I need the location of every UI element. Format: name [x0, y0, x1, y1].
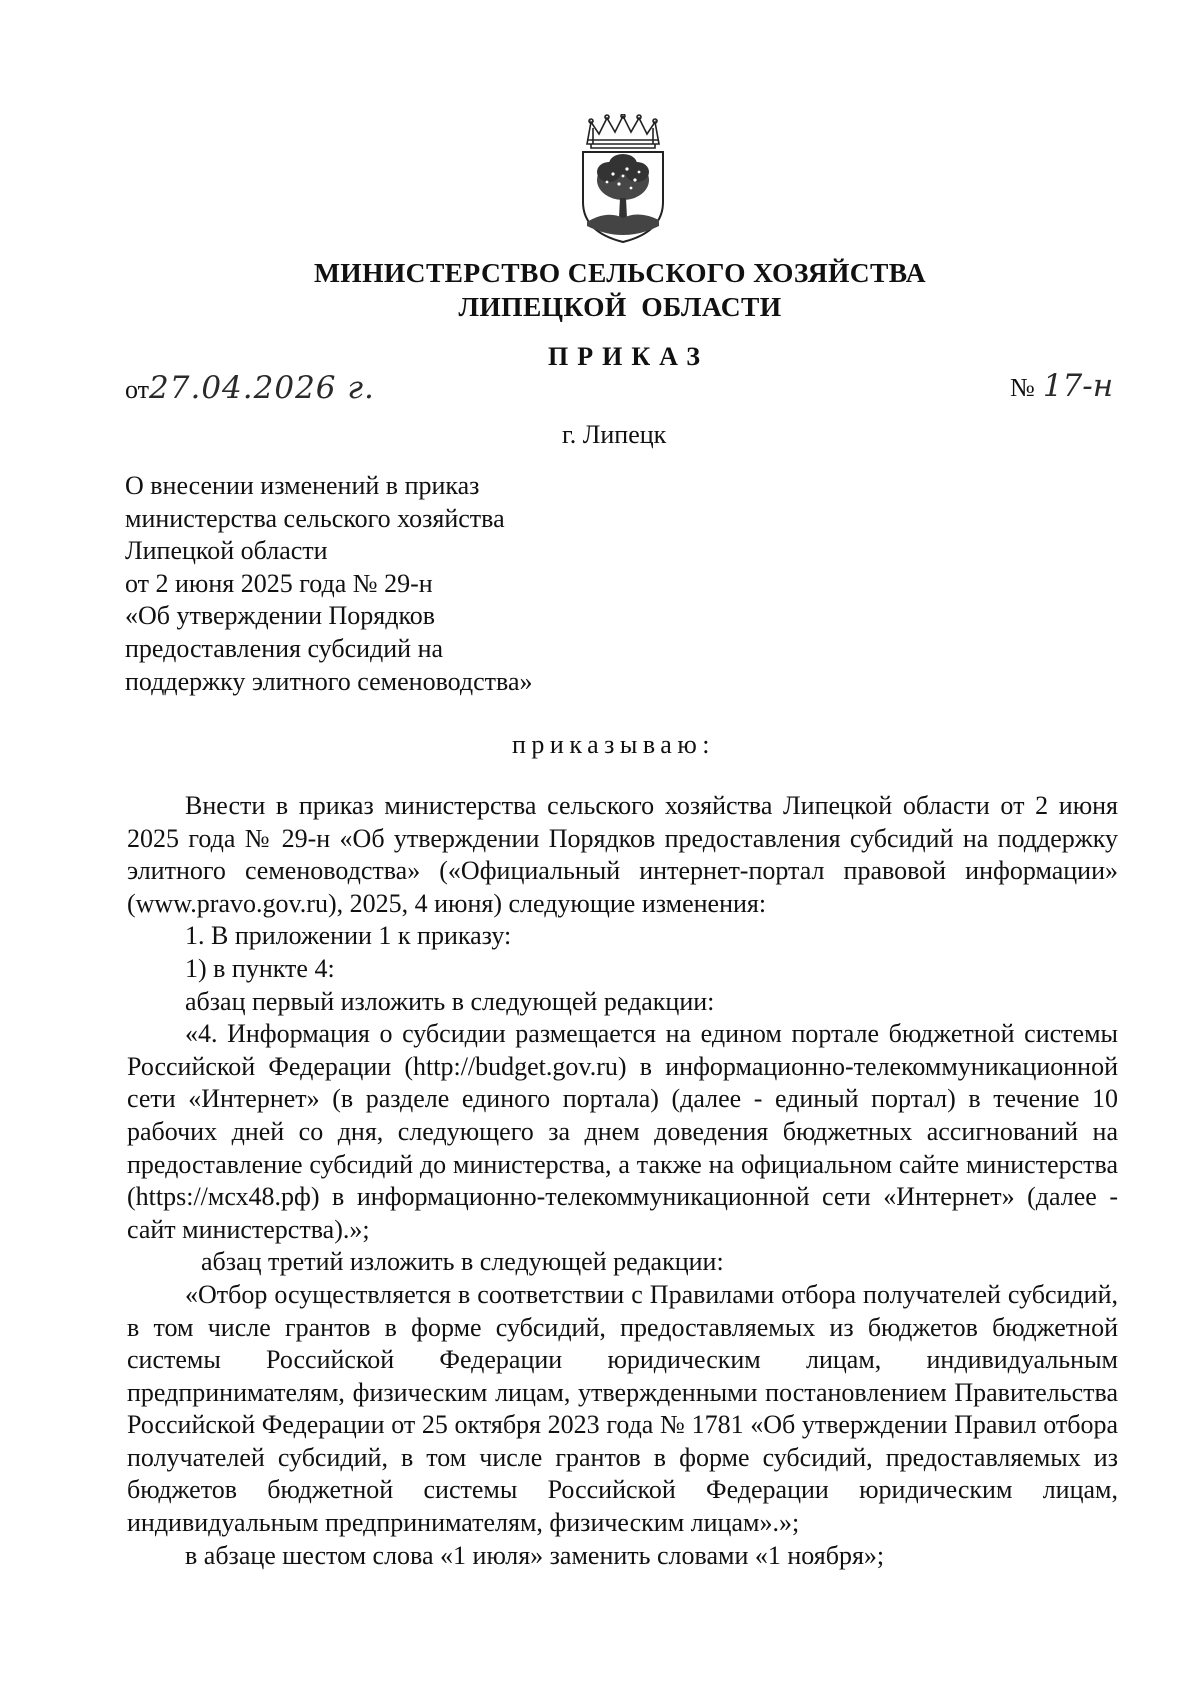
- ministry-name: [0, 256, 1200, 324]
- orders-word: приказываю:: [512, 730, 715, 759]
- document-type-title: ПРИКАЗ: [548, 342, 710, 371]
- paragraph: 1. В приложении 1 к приказу:: [185, 921, 512, 951]
- subject-line: поддержку элитного семеноводства»: [125, 666, 533, 696]
- ministry-name-line2: ЛИПЕЦКОЙ ОБЛАСТИ: [458, 291, 782, 322]
- order-number: [1010, 368, 1113, 404]
- order-body: [127, 790, 1118, 1572]
- ministry-name-line1: МИНИСТЕРСТВО СЕЛЬСКОГО ХОЗЯЙСТВА: [313, 257, 927, 288]
- paragraph: «Отбор осуществляется в соответствии с Правилами отбора получателей субсидий, в том числе грантов в форме субсидий, предоставляемых из бюджетов бюджетной системы Российской Федерации юридическим лицам, индивидуальным предпринимателям, физическим лицам, утвержденными постановлением Правительства Российской Федерации от 25 октября 2023 года № 1781 «Об утверждении Правил отбора получателей субсидий, в том числе грантов в форме субсидий, предоставляемых из бюджетов бюджетной системы Российской Федерации юридическим лицам, индивидуальным предпринимателям, физическим лицам».»;: [127, 1279, 1118, 1538]
- subject-line: предоставления субсидий на: [125, 633, 444, 663]
- paragraph: Внести в приказ министерства сельского хозяйства Липецкой области от 2 июня 2025 года № 29-н «Об утверждении Порядков предоставления субсидий на поддержку элитного семеноводства» («Официальный интернет-портал правовой информации» (www.pravo.gov.ru), 2025, 4 июня) следующие изменения:: [127, 791, 1118, 918]
- subject-line: «Об утверждении Порядков: [125, 601, 436, 631]
- subject-line: от 2 июня 2025 года № 29-н: [125, 568, 433, 598]
- paragraph: «4. Информация о субсидии размещается на едином портале бюджетной системы Российской Федерации (http://budget.gov.ru) в информационно-телекоммуникационной сети «Интернет» (в разделе единого портала) (далее - единый портал) в течение 10 рабочих дней со дня, следующего за днем доведения бюджетных ассигнований на предоставление субсидий до министерства, а также на официальном сайте министерства (https://мсх48.рф) в информационно-телекоммуникационной сети «Интернет» (далее - сайт министерства).»;: [127, 1019, 1118, 1244]
- number-prefix: №: [1010, 373, 1035, 402]
- paragraph: в абзаце шестом слова «1 июля» заменить словами «1 ноября»;: [185, 1540, 885, 1570]
- handwritten-date: 27.04.2026 г.: [149, 370, 375, 406]
- order-subject: [125, 470, 533, 698]
- subject-line: О внесении изменений в приказ: [125, 471, 480, 500]
- city-name: г. Липецк: [562, 420, 667, 449]
- coat-of-arms-emblem: [577, 114, 669, 246]
- subject-line: Липецкой области: [125, 536, 328, 566]
- handwritten-number: 17-н: [1042, 368, 1114, 404]
- order-date: [125, 370, 375, 406]
- date-prefix: от: [125, 375, 150, 404]
- paragraph: абзац третий изложить в следующей редакции:: [201, 1247, 724, 1277]
- subject-line: министерства сельского хозяйства: [125, 503, 505, 533]
- paragraph: 1) в пункте 4:: [185, 953, 335, 983]
- paragraph: абзац первый изложить в следующей редакции:: [185, 986, 715, 1016]
